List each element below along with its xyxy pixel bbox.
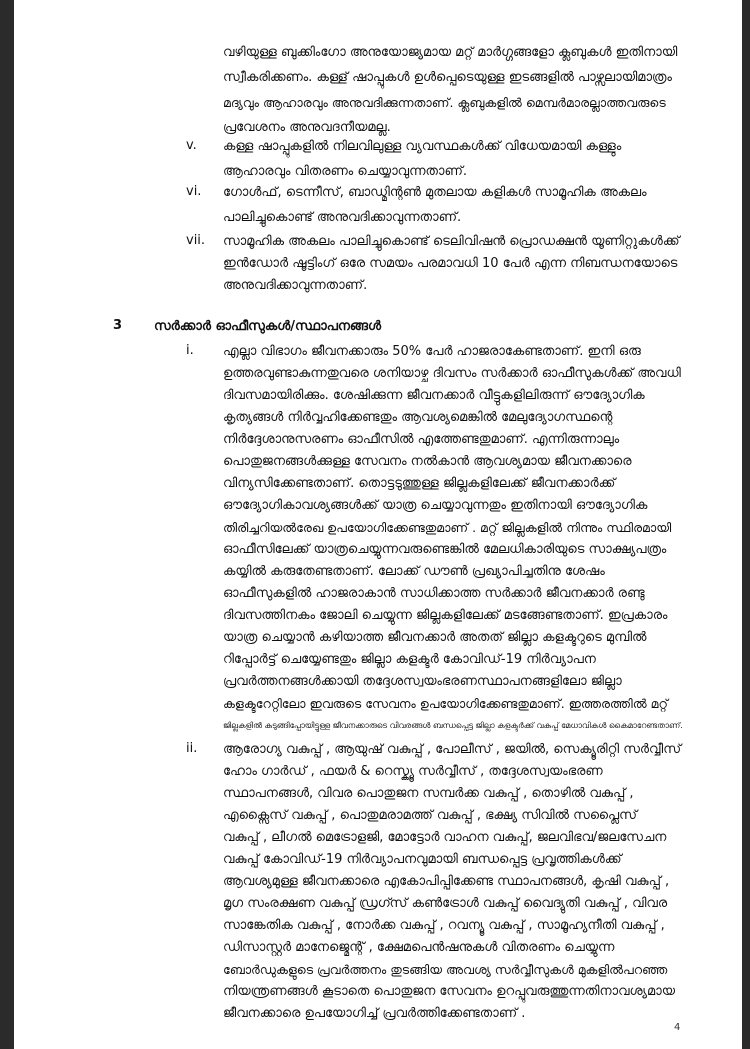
text-line: സ്ഥാപനങ്ങൾ, വിവര പൊതുജന സമ്പർക്ക വകുപ്പ് , തൊഴിൽ വകുപ്പ് , [223,786,634,801]
text-line: ആവശ്യമുള്ള ജീവനക്കാരെ എകോപിപ്പിക്കേണ്ട സ്ഥാപനങ്ങൾ, കൃഷി വകുപ്പ് , [223,874,670,889]
text-line: ജില്ലകളിൽ കുടുങ്ങിപ്പോയിട്ടുള്ള ജീവനക്കാരുടെ വിവരങ്ങൾ ബന്ധപ്പെട്ട ജില്ലാ കളക്ടർക്ക് വകുപ്പ് മേധാവികൾ കൈമാറേണ്ടതാണ്. [223,721,683,730]
text-line: എല്ലാ വിഭാഗം ജീവനക്കാരും 50% പേർ ഹാജരാകേണ്ടതാണ്. ഇനി ഒരു [223,344,641,359]
item-number: v. [186,138,197,153]
text-line: യാത്ര ചെയ്യാൻ കഴിയാത്ത ജീവനക്കാർ അതത് ജില്ലാ കളക്ടറുടെ മുമ്പിൽ [223,630,647,645]
text-line: കള്ള ഷാപ്പുകളിൽ നിലവിലുള്ള വ്യവസ്ഥകൾക്ക് വിധേയമായി കള്ളും [223,139,622,154]
document-page [14,0,742,1049]
text-line: പ്രവർത്തനങ്ങൾക്കായി തദ്ദേശസ്വയംഭരണസ്ഥാപനങ്ങളിലോ ജില്ലാ [223,674,622,689]
text-line: കയ്യിൽ കരുതേണ്ടതാണ്. ലോക്ക് ഡൗൺ പ്രഖ്യാപിച്ചതിനു ശേഷം [223,564,605,579]
text-line: നിർദ്ദേശാനുസരണം ഓഫീസിൽ എത്തേണ്ടതുമാണ്. എന്നിരുന്നാലും [223,432,620,447]
text-line: എക്സൈസ് വകുപ്പ് , പൊതുമരാമത്ത് വകുപ്പ് , ഭക്ഷ്യ സിവിൽ സപ്ലൈസ് [223,808,637,823]
text-line: വഴിയുള്ള ബുക്കിംഗോ അനുയോജ്യമായ മറ്റ് മാർഗ്ഗങ്ങളോ ക്ലബുകൾ ഇതിനായി [223,45,678,60]
text-line: പ്രവേശനം അനുവദനീയമല്ല. [223,120,391,135]
text-line: മൃഗ സംരക്ഷണ വകുപ്പ് ഡ്രഗ്സ് കൺട്രോൾ വകുപ്പ് വൈദ്യുതി വകുപ്പ് , വിവര [223,896,668,911]
text-line: ജീവനക്കാരെ ഉപയോഗിച്ച് പ്രവർത്തിക്കേണ്ടതാണ് . [223,1006,526,1021]
text-line: ഉത്തരവുണ്ടാകുന്നതുവരെ ശനിയാഴ്ച ദിവസം സർക്കാർ ഓഫീസുകൾക്ക് അവധി [223,366,681,381]
section-number: 3 [113,318,123,333]
text-line: ഓഫീസിലേക്ക് യാത്രചെയ്യുന്നവരുണ്ടെങ്കിൽ മേലധികാരിയുടെ സാക്ഷ്യപത്രം [223,542,667,557]
text-line: പൊതുജനങ്ങൾക്കുള്ള സേവനം നൽകാൻ ആവശ്യമായ ജീവനക്കാരെ [223,454,632,469]
text-line: വിന്യസിക്കേണ്ടതാണ്. തൊട്ടടുത്തുള്ള ജില്ലകളിലേക്ക് ജീവനക്കാർക്ക് [223,476,616,491]
text-line: കൃത്യങ്ങൾ നിർവ്വഹിക്കേണ്ടതും ആവശ്യമെങ്കിൽ മേലുദ്യോഗസ്ഥന്റെ [223,410,613,425]
text-line: ദിവസമായിരിക്കും. ശേഷിക്കുന്ന ജീവനക്കാർ വീട്ടുകളിലിരുന്ന് ഔദ്യോഗിക [223,388,645,403]
text-line: റിപ്പോർട്ട് ചെയ്യേണ്ടതും ജില്ലാ കളക്ടർ കോവിഡ്-19 നിർവ്യാപന [223,652,596,667]
text-line: അനുവദിക്കാവുന്നതാണ്. [223,278,368,293]
text-line: നിയന്ത്രണങ്ങൾ കൂടാതെ പൊതുജന സേവനം ഉറപ്പുവരുത്തുന്നതിനാവശ്യമായ [223,984,676,999]
item-number: ii. [186,741,198,756]
text-line: ഗോൾഫ്, ടെന്നീസ്, ബാഡ്മിന്റൺ മുതലായ കളികൾ സാമൂഹിക അകലം [223,185,647,200]
text-line: ഔദ്യോഗികാവശ്യങ്ങൾക്ക് യാത്ര ചെയ്യാവുന്നതും ഇതിനായി ഔദ്യോഗിക [223,498,648,513]
text-line: ആഹാരവും വിതരണം ചെയ്യാവുന്നതാണ്. [223,164,468,179]
text-line: ദിവസത്തിനകം ജോലി ചെയ്യുന്ന ജില്ലകളിലേക്ക് മടങ്ങേണ്ടതാണ്. ഇപ്രകാരം [223,608,668,623]
text-line: ആരോഗ്യ വകുപ്പ് , ആയുഷ് വകുപ്പ് , പോലീസ് , ജയിൽ, സെക്യൂരിറ്റി സർവ്വീസ് [223,742,682,757]
section-title: സർക്കാർ ഓഫീസുകൾ/സ്ഥാപനങ്ങൾ [154,319,382,334]
text-line: സാമൂഹിക അകലം പാലിച്ചുകൊണ്ട് ടെലിവിഷൻ പ്രൊഡക്ഷൻ യൂണിറ്റുകൾക്ക് [223,234,680,249]
text-line: കളക്ടറേറ്റിലോ ഇവരുടെ സേവനം ഉപയോഗിക്കേണ്ടതുമാണ്. ഇത്തരത്തിൽ മറ്റ് [223,696,668,711]
text-line: ഹോം ഗാർഡ് , ഫയർ & റെസ്ക്യൂ സർവ്വീസ് , തദ്ദേശസ്വയംഭരണ [223,764,603,779]
text-line: ഇൻഡോർ ഷൂട്ടിംഗ് ഒരേ സമയം പരമാവധി 10 പേർ എന്ന നിബന്ധനയോടെ [223,256,678,271]
text-line: തിരിച്ചറിയൽരേഖ ഉപയോഗിക്കേണ്ടതുമാണ് . മറ്റ് ജില്ലകളിൽ നിന്നും സ്ഥിരമായി [223,520,672,535]
text-line: ഡിസാസ്റ്റർ മാനേജ്മെന്റ് , ക്ഷേമപെൻഷനുകൾ വിതരണം ചെയ്യുന്ന [223,940,615,955]
item-number: i. [186,343,194,358]
page-number: 4 [674,1022,681,1033]
item-number: vii. [186,233,206,248]
text-line: വകുപ്പ് , ലീഗൽ മെട്രോളജി, മോട്ടോർ വാഹന വകുപ്പ്, ജലവിഭവ/ജലസേചന [223,830,667,845]
text-line: വകുപ്പ് കോവിഡ്-19 നിർവ്യാപനവുമായി ബന്ധപ്പെട്ട പ്രവൃത്തികൾക്ക് [223,852,622,867]
text-line: സാങ്കേതിക വകുപ്പ് , നോർക്ക വകുപ്പ് , റവന്യൂ വകുപ്പ് , സാമൂഹ്യനീതി വകുപ്പ് , [223,918,665,933]
text-line: ഓഫീസുകളിൽ ഹാജരാകാൻ സാധിക്കാത്ത സർക്കാർ ജീവനക്കാർ രണ്ടു [223,586,645,601]
text-line: ബോർഡുകളുടെ പ്രവർത്തനം തുടങ്ങിയ അവശ്യ സർവ്വീസുകൾ മുകളിൽപറഞ്ഞ [223,962,668,977]
item-number: vi. [186,184,202,199]
text-line: സ്വീകരിക്കണം. കള്ള് ഷാപ്പുകൾ ഉൾപ്പെടെയുള്ള ഇടങ്ങളിൽ പാഴ്സലായിമാത്രം [223,70,672,85]
text-line: പാലിച്ചുകൊണ്ട് അനുവദിക്കാവുന്നതാണ്. [223,210,462,225]
text-line: മദ്യവും ആഹാരവും അനുവദിക്കുന്നതാണ്. ക്ലബുകളിൽ മെമ്പർമാരല്ലാത്തവരുടെ [223,95,666,110]
